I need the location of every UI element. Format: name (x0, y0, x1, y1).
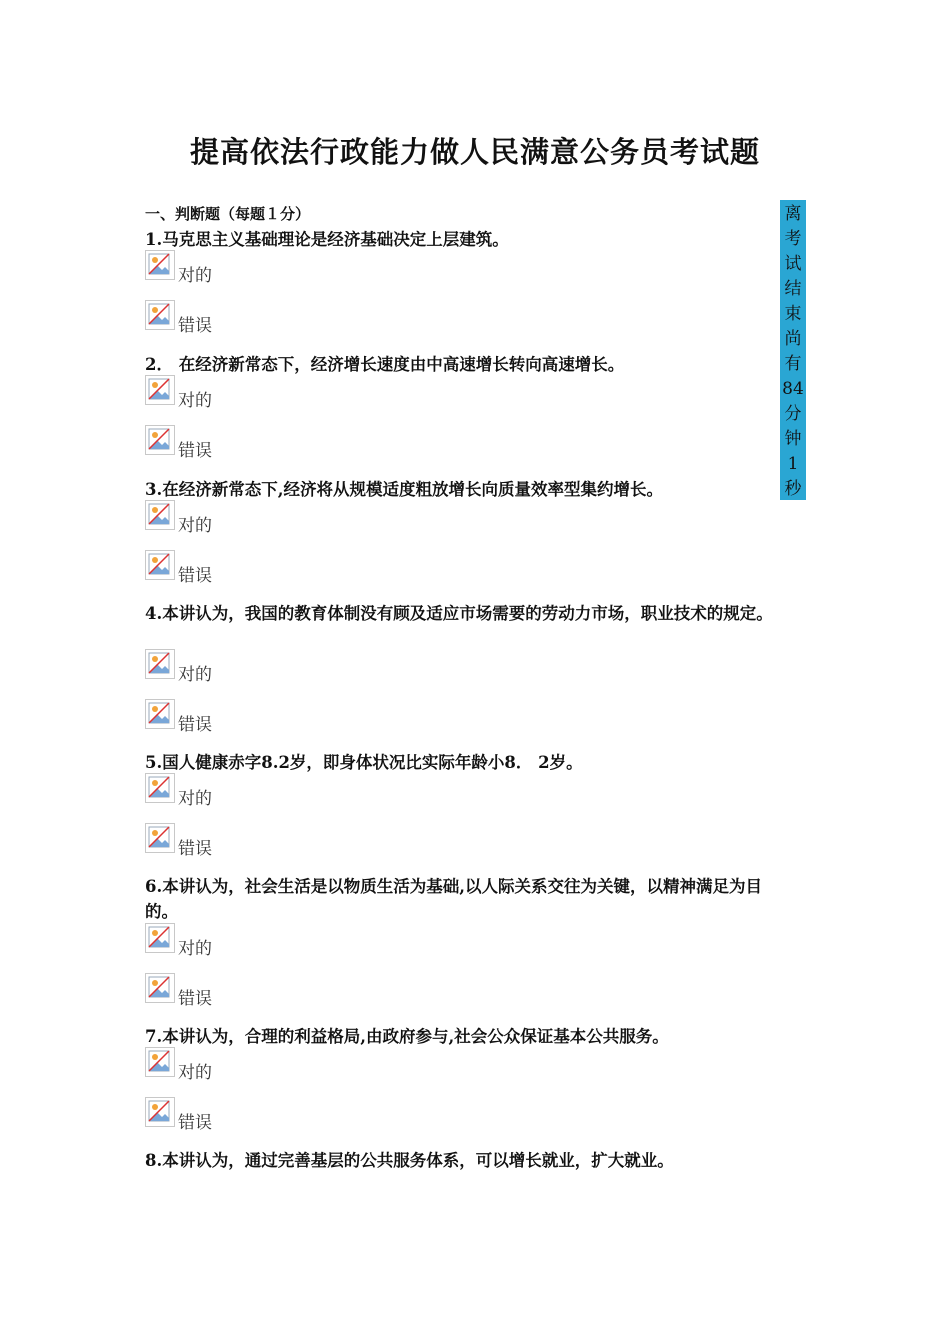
timer-char: 尚 (784, 329, 802, 349)
question-8: 8.本讲认为，通过完善基层的公共服务体系，可以增长就业，扩大就业。 (145, 1151, 674, 1170)
broken-image-icon[interactable] (145, 649, 175, 679)
option-label: 对的 (178, 1063, 212, 1083)
timer-char: 有 (784, 354, 802, 374)
broken-image-icon[interactable] (145, 1097, 175, 1127)
option-true[interactable] (145, 923, 212, 959)
option-true[interactable] (145, 375, 212, 411)
option-label: 错误 (178, 566, 212, 586)
section-heading: 一、判断题（每题１分） (145, 205, 311, 223)
option-label: 对的 (178, 266, 212, 286)
option-label: 错误 (178, 1113, 212, 1133)
option-label: 对的 (178, 516, 212, 536)
option-label: 错误 (178, 441, 212, 461)
page-title: 提高依法行政能力做人民满意公务员考试题 (189, 135, 760, 169)
broken-image-icon[interactable] (145, 250, 175, 280)
option-false[interactable] (145, 550, 212, 586)
option-label: 对的 (178, 939, 212, 959)
option-true[interactable] (145, 250, 212, 286)
question-1: 1.马克思主义基础理论是经济基础决定上层建筑。 (145, 230, 509, 249)
timer-char: 结 (784, 279, 802, 299)
timer-char: 秒 (784, 479, 802, 499)
broken-image-icon[interactable] (145, 823, 175, 853)
option-false[interactable] (145, 1097, 212, 1133)
broken-image-icon[interactable] (145, 923, 175, 953)
timer-char: 考 (784, 229, 802, 249)
broken-image-icon[interactable] (145, 500, 175, 530)
question-5: 5.国人健康赤字8.2岁，即身体状况比实际年龄小8． 2岁。 (145, 753, 583, 772)
option-true[interactable] (145, 500, 212, 536)
broken-image-icon[interactable] (145, 425, 175, 455)
question-7: 7.本讲认为，合理的利益格局,由政府参与,社会公众保证基本公共服务。 (145, 1027, 669, 1046)
exam-countdown-timer (780, 200, 806, 500)
option-true[interactable] (145, 773, 212, 809)
timer-minutes: 84 (782, 379, 804, 399)
timer-char: 离 (784, 204, 802, 224)
question-3: 3.在经济新常态下,经济将从规模适度粗放增长向质量效率型集约增长。 (145, 480, 663, 499)
question-6: 6.本讲认为，社会生活是以物质生活为基础,以人际关系交往为关键，以精神满足为目的。 (145, 877, 762, 921)
option-label: 错误 (178, 989, 212, 1009)
broken-image-icon[interactable] (145, 550, 175, 580)
timer-char: 试 (784, 254, 802, 274)
option-false[interactable] (145, 425, 212, 461)
option-label: 对的 (178, 391, 212, 411)
broken-image-icon[interactable] (145, 699, 175, 729)
timer-char: 束 (784, 304, 802, 324)
broken-image-icon[interactable] (145, 300, 175, 330)
option-true[interactable] (145, 649, 212, 685)
option-label: 错误 (178, 715, 212, 735)
option-label: 错误 (178, 839, 212, 859)
broken-image-icon[interactable] (145, 1047, 175, 1077)
question-2: 2． 在经济新常态下，经济增长速度由中高速增长转向高速增长。 (145, 355, 625, 374)
option-false[interactable] (145, 300, 212, 336)
broken-image-icon[interactable] (145, 375, 175, 405)
timer-char: 分 (784, 404, 802, 424)
option-false[interactable] (145, 823, 212, 859)
option-label: 对的 (178, 789, 212, 809)
broken-image-icon[interactable] (145, 773, 175, 803)
option-true[interactable] (145, 1047, 212, 1083)
broken-image-icon[interactable] (145, 973, 175, 1003)
option-label: 错误 (178, 316, 212, 336)
timer-char: 钟 (784, 429, 802, 449)
timer-seconds: 1 (787, 454, 799, 474)
option-label: 对的 (178, 665, 212, 685)
option-false[interactable] (145, 973, 212, 1009)
question-4: 4.本讲认为，我国的教育体制没有顾及适应市场需要的劳动力市场，职业技术的规定。 (145, 604, 773, 623)
option-false[interactable] (145, 699, 212, 735)
